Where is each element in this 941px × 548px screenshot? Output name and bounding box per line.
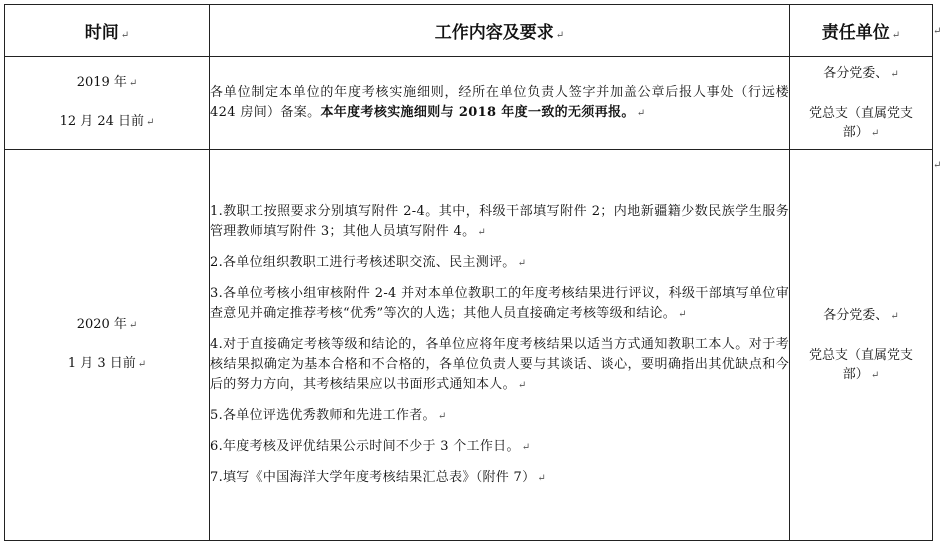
- paragraph-mark-icon: ↵: [891, 30, 901, 41]
- header-unit: [790, 5, 933, 57]
- item-text: 7.填写《中国海洋大学年度考核结果汇总表》（附件 7）: [210, 469, 536, 485]
- header-time: [5, 5, 210, 57]
- header-unit-label: 责任单位: [821, 23, 890, 43]
- content-cell: [210, 150, 790, 541]
- paragraph-mark-icon: ↵: [870, 127, 880, 139]
- paragraph-mark-icon: ↵: [537, 472, 547, 484]
- header-row: [5, 5, 933, 57]
- paragraph-mark-icon: ↵: [517, 257, 527, 269]
- item-text: 5.各单位评选优秀教师和先进工作者。: [210, 407, 436, 423]
- unit-cell: [790, 150, 933, 541]
- paragraph-mark-icon: ↵: [437, 410, 447, 422]
- item-text: 2.各单位组织教职工进行考核述职交流、民主测评。: [210, 254, 516, 270]
- paragraph-mark-icon: ↵: [128, 320, 138, 331]
- unit-line: 党总支（直属党支部）: [808, 105, 913, 140]
- time-cell: [5, 150, 210, 541]
- list-item: [210, 437, 789, 458]
- list-item: [210, 406, 789, 427]
- schedule-table: [4, 4, 933, 541]
- item-text: 4.对于直接确定考核等级和结论的，各单位应将年度考核结果以适当方式通知教职工本人。对于考核结果拟确定为基本合格和不合格的，各单位负责人要与其谈话、谈心，要明确指出其优缺点和今后的努力方向，其考核结果应以书面形式通知本人。: [210, 336, 789, 392]
- content-bold-note: 本年度考核实施细则与 2018 年度一致的无须再报。: [320, 104, 635, 120]
- paragraph-mark-icon: ↵: [555, 30, 565, 41]
- time-year: 2019 年: [76, 75, 127, 90]
- time-cell: [5, 57, 210, 150]
- item-text: 6.年度考核及评优结果公示时间不少于 3 个工作日。: [210, 438, 520, 454]
- table-row: [5, 57, 933, 150]
- list-item: [210, 284, 789, 325]
- paragraph-mark-icon: ↵: [933, 26, 941, 37]
- paragraph-mark-icon: ↵: [128, 78, 138, 89]
- list-item: [210, 468, 789, 489]
- paragraph-mark-icon: ↵: [521, 441, 531, 453]
- paragraph-mark-icon: ↵: [477, 226, 487, 238]
- time-year: 2020 年: [76, 317, 127, 332]
- content-cell: [210, 57, 790, 150]
- paragraph-mark-icon: ↵: [517, 379, 527, 391]
- table-row: [5, 150, 933, 541]
- header-content: [210, 5, 790, 57]
- list-item: [210, 202, 789, 243]
- list-item: [210, 253, 789, 274]
- content-text: 各单位制定本单位的年度考核实施细则，经所在单位负责人签字并加盖公章后报人事处（行远楼 424 房间）备案。: [210, 84, 789, 120]
- paragraph-mark-icon: ↵: [678, 308, 687, 320]
- paragraph-mark-icon: ↵: [890, 68, 899, 80]
- unit-line: 党总支（直属党支部）: [808, 347, 913, 382]
- paragraph-mark-icon: ↵: [146, 117, 155, 128]
- item-text: 3.各单位考核小组审核附件 2-4 并对本单位教职工的年度考核结果进行评议，科级干部填写单位审查意见并确定推荐考核“优秀”等次的人选；其他人员直接确定考核等级和结论。: [210, 285, 789, 321]
- time-date: 1 月 3 日前: [67, 356, 136, 371]
- unit-cell: [790, 57, 933, 150]
- paragraph-mark-icon: ↵: [636, 107, 646, 119]
- paragraph-mark-icon: ↵: [137, 359, 147, 370]
- header-time-label: 时间: [84, 23, 119, 43]
- paragraph-mark-icon: ↵: [933, 160, 941, 171]
- time-date: 12 月 24 日前: [59, 114, 145, 129]
- paragraph-mark-icon: ↵: [890, 310, 899, 322]
- list-item: [210, 335, 789, 396]
- unit-line: 各分党委、: [823, 307, 889, 323]
- paragraph-mark-icon: ↵: [870, 369, 880, 381]
- header-content-label: 工作内容及要求: [434, 23, 554, 43]
- paragraph-mark-icon: ↵: [120, 30, 130, 41]
- unit-line: 各分党委、: [823, 65, 889, 81]
- item-text: 1.教职工按照要求分别填写附件 2-4。其中，科级干部填写附件 2；内地新疆籍少数民族学生服务管理教师填写附件 3；其他人员填写附件 4。: [210, 203, 789, 239]
